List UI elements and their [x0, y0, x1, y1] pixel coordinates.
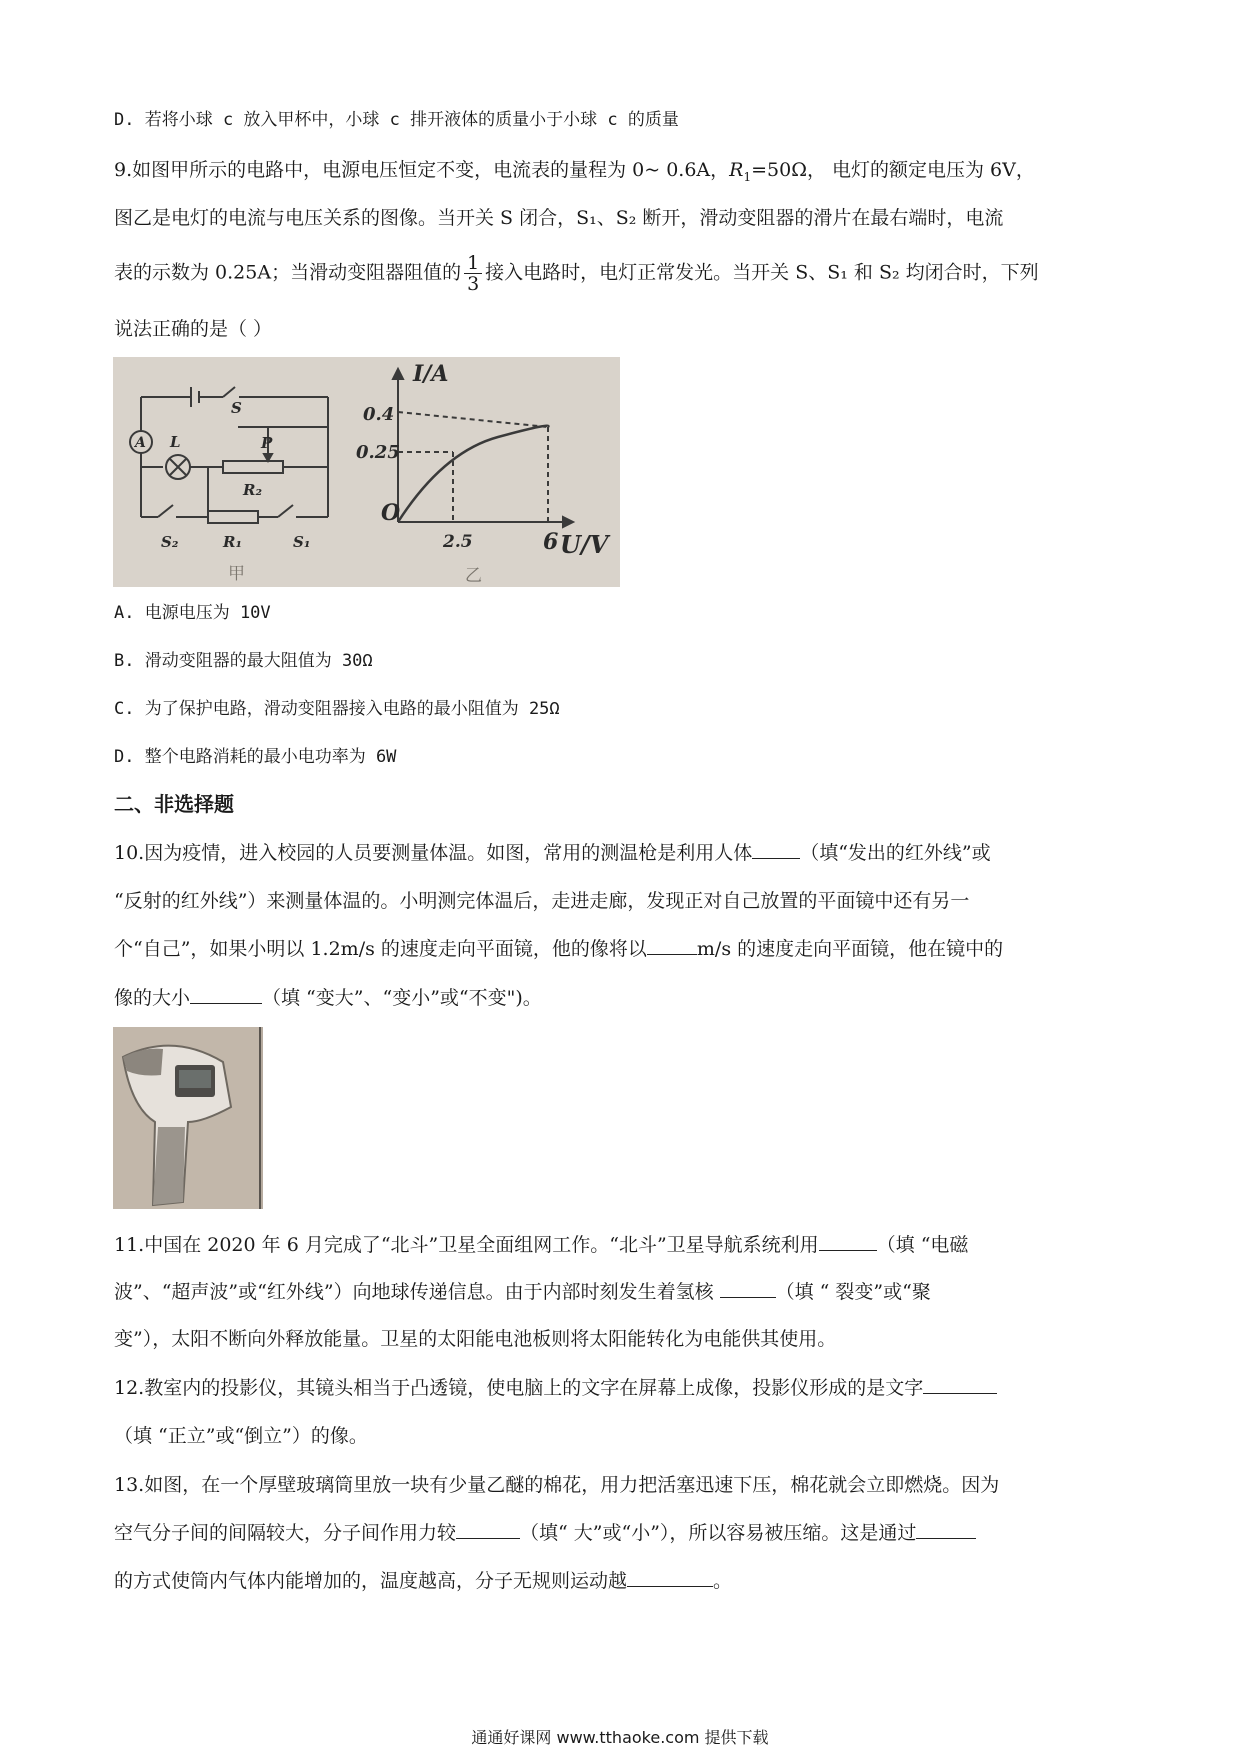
- answer-blank[interactable]: [190, 985, 262, 1004]
- fraction-numerator: 1: [464, 253, 482, 274]
- q9-text: 接入电路时，电灯正常发光。当开关 S、S₁ 和 S₂ 均闭合时，下列: [485, 261, 1039, 284]
- section-heading: 二、非选择题: [114, 792, 234, 816]
- q10-text: 个“自己”，如果小明以 1.2m/s 的速度走向平面镜，他的像将以: [114, 938, 647, 960]
- x-tick-6: 6: [543, 529, 559, 555]
- q9-line-2: 图乙是电灯的电流与电压关系的图像。当开关 S 闭合，S₁、S₂ 断开，滑动变阻器的滑片在最右端时，电流: [114, 207, 1004, 229]
- q11-line-3: 变”），太阳不断向外释放能量。卫星的太阳能电池板则将太阳能转化为电能供其使用。: [114, 1328, 837, 1350]
- caption-jia: 甲: [228, 564, 245, 584]
- q9-text: =50Ω， 电灯的额定电压为 6V，: [751, 159, 1035, 181]
- y-tick-0-25: 0.25: [356, 442, 400, 463]
- q9-text: 表的示数为 0.25A；当滑动变阻器阻值的: [114, 261, 462, 284]
- q9-option-d: D. 整个电路消耗的最小电功率为 6W: [114, 747, 397, 767]
- answer-blank[interactable]: [923, 1375, 997, 1394]
- r1-symbol: R: [729, 159, 744, 181]
- q11-text: 波”、“超声波”或“红外线”）向地球传递信息。由于内部时刻发生着氢核: [114, 1281, 720, 1303]
- page-footer: 通通好课网 www.tthaoke.com 提供下载: [471, 1728, 769, 1747]
- thermometer-photo: [113, 1027, 263, 1209]
- x-tick-2-5: 2.5: [443, 532, 473, 552]
- q9-line-1: [114, 157, 1035, 190]
- switch-s2-label: S₂: [161, 533, 179, 551]
- q10-line-1: [114, 840, 991, 866]
- q12-line-1: [114, 1375, 997, 1401]
- q13-line-3: [114, 1568, 732, 1594]
- q12-line-2: （填 “正立”或“倒立”）的像。: [114, 1425, 368, 1447]
- q11-text: （填 “ 裂变”或“聚: [775, 1281, 931, 1303]
- q9-line-3: [114, 253, 1039, 294]
- switch-s1-label: S₁: [293, 533, 311, 551]
- answer-blank[interactable]: [819, 1232, 877, 1251]
- x-axis-label: U/V: [560, 530, 609, 559]
- answer-blank[interactable]: [456, 1520, 520, 1539]
- q13-line-1: 13.如图，在一个厚壁玻璃筒里放一块有少量乙醚的棉花，用力把活塞迅速下压，棉花就会立即燃烧。因为: [114, 1474, 1000, 1496]
- y-tick-0-4: 0.4: [363, 404, 395, 425]
- switch-s-label: S: [231, 399, 242, 417]
- q9-option-c: C. 为了保护电路，滑动变阻器接入电路的最小阻值为 25Ω: [114, 699, 560, 719]
- origin-label: O: [381, 500, 401, 526]
- ammeter-label: A: [135, 435, 146, 451]
- answer-blank[interactable]: [647, 936, 697, 955]
- q10-text: 10.因为疫情，进入校园的人员要测量体温。如图，常用的测温枪是利用人体: [114, 842, 753, 864]
- answer-blank[interactable]: [627, 1568, 713, 1587]
- lamp-label: L: [170, 433, 181, 451]
- thermometer-gun-image: [113, 1027, 263, 1209]
- q10-line-3: [114, 936, 1003, 962]
- answer-blank[interactable]: [752, 840, 800, 859]
- q9-option-a: A. 电源电压为 10V: [114, 603, 271, 623]
- q13-text: 空气分子间的间隔较大，分子间作用力较: [114, 1522, 457, 1544]
- slider-p-label: P: [261, 434, 273, 452]
- q10-text: 像的大小: [114, 987, 191, 1009]
- q13-text: 的方式使筒内气体内能增加的，温度越高，分子无规则运动越: [114, 1570, 628, 1592]
- q8-option-d: D. 若将小球 c 放入甲杯中，小球 c 排开液体的质量小于小球 c 的质量: [114, 110, 679, 130]
- q11-line-1: [114, 1232, 968, 1258]
- q13-text: （填“ 大”或“小”），所以容易被压缩。这是通过: [520, 1522, 917, 1544]
- r1-subscript: 1: [743, 169, 752, 184]
- q9-text: 9.如图甲所示的电路中，电源电压恒定不变，电流表的量程为 0~ 0.6A，: [114, 159, 730, 181]
- q12-text: 12.教室内的投影仪，其镜头相当于凸透镜，使电脑上的文字在屏幕上成像，投影仪形成的是文字: [114, 1377, 924, 1399]
- q10-text: （填 “变大”、“变小”或“不变")。: [262, 987, 542, 1009]
- q11-line-2: [114, 1279, 931, 1305]
- q9-figure: [113, 357, 620, 587]
- fraction-denominator: 3: [467, 273, 480, 295]
- q10-text: m/s 的速度走向平面镜，他在镜中的: [696, 938, 1004, 960]
- r1-label: R₁: [223, 533, 243, 551]
- q10-text: （填“发出的红外线”或: [800, 842, 991, 864]
- q9-line-4: 说法正确的是（ ）: [114, 318, 273, 340]
- r2-label: R₂: [243, 481, 263, 499]
- q13-text: 。: [713, 1570, 733, 1592]
- q9-option-b: B. 滑动变阻器的最大阻值为 30Ω: [114, 651, 373, 671]
- answer-blank[interactable]: [916, 1520, 976, 1539]
- fraction: [464, 253, 482, 294]
- q11-text: （填 “电磁: [876, 1234, 969, 1256]
- q10-line-4: [114, 985, 542, 1011]
- answer-blank[interactable]: [720, 1279, 776, 1298]
- q13-line-2: [114, 1520, 976, 1546]
- caption-yi: 乙: [465, 566, 482, 586]
- q10-line-2: “反射的红外线”）来测量体温的。小明测完体温后，走进走廊，发现正对自己放置的平面镜中还有另一: [114, 890, 970, 912]
- y-axis-label: I/A: [413, 361, 449, 387]
- q9-figure-photo: [113, 357, 620, 587]
- q11-text: 11.中国在 2020 年 6 月完成了“北斗”卫星全面组网工作。“北斗”卫星导航系统利用: [114, 1234, 819, 1256]
